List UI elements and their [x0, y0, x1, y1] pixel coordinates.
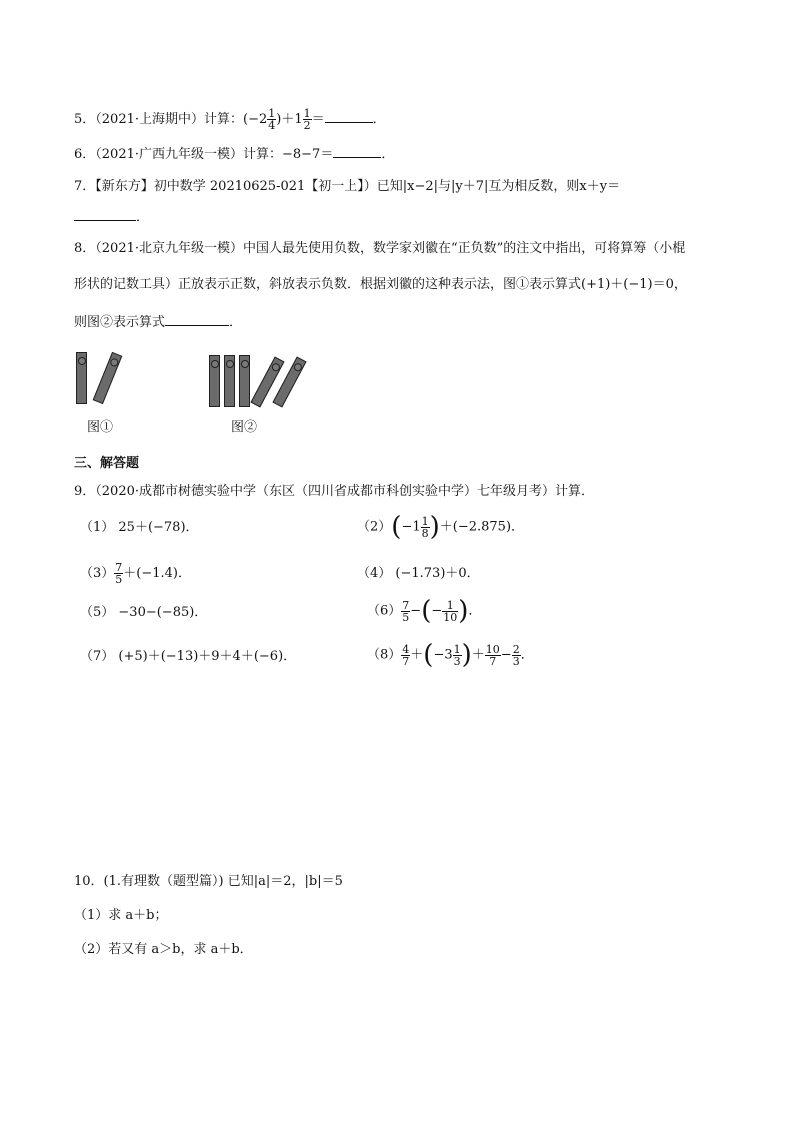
- q9-part-5: （5） −30−(−85)．: [80, 605, 208, 620]
- q10-part-2: （2）若又有 a＞b，求 a＋b．: [74, 942, 253, 957]
- q9-part-4: （4） (−1.73)＋0．: [357, 566, 480, 581]
- q9-part-7: （7） (+5)＋(−13)＋9＋4＋(−6)．: [80, 649, 297, 664]
- q9-part-8: （8） $\frac{4}{7}$ ＋(−3 $\frac{1}{3}$ )＋ $\frac{10}{7}$ − $\frac{2}{3}$ ．: [367, 640, 534, 670]
- question-8-answer-line: [74, 313, 242, 332]
- q7-end: ．: [136, 210, 150, 225]
- q7-text: 7．【新东方】初中数学 20210625-021【初一上】）已知|x−2|与|y＋7|互为相反数，则x＋y＝: [74, 179, 621, 194]
- q8-line1: 8．（2021·北京九年级一模）中国人最先使用负数，数学家刘徽在“正负数”的注文中指出，可将算筹（小棍: [74, 241, 686, 256]
- question-6: [74, 145, 394, 164]
- q9-part-1: （1） 25＋(−78)．: [80, 520, 199, 535]
- q8-line2: 形状的记数工具）正放表示正数，斜放表示负数．根据刘徽的这种表示法，图①表示算式(+1)＋(−1)＝0，: [74, 277, 687, 292]
- upright-stick: [76, 352, 87, 404]
- q5-expr-b: )＋1: [276, 112, 303, 127]
- q10-part-1: （1）求 a＋b；: [74, 908, 168, 923]
- upright-stick: [239, 355, 250, 407]
- upright-stick: [209, 355, 220, 407]
- q6-answer-blank[interactable]: [333, 145, 381, 158]
- q9-part-6: （6） $\frac{7}{5}$ −(− $\frac{1}{10}$ )．: [367, 596, 482, 626]
- slanted-stick: [93, 352, 123, 404]
- q5-eq: ＝: [311, 112, 325, 127]
- q8-line3: 则图②表示算式: [74, 315, 166, 330]
- q5-prefix: 5．（2021·上海期中）计算：: [74, 112, 243, 127]
- q9-part-3: （3） $\frac{7}{5}$ ＋(−1.4)．: [80, 561, 191, 586]
- q9-stem: 9．（2020·成都市树德实验中学（东区（四川省成都市科创实验中学）七年级月考）计算．: [74, 484, 594, 499]
- q5-answer-blank[interactable]: [325, 110, 373, 123]
- question-7-answer-line: [74, 208, 149, 227]
- q8-answer-blank[interactable]: [165, 313, 229, 326]
- q8-end: ．: [229, 315, 243, 330]
- section-heading: 三、解答题: [74, 456, 140, 471]
- figure-1-label: 图①: [87, 420, 114, 435]
- q6-end: ．: [381, 147, 395, 162]
- q5-frac-b: $\frac{1}{2}$: [303, 107, 311, 132]
- q5-frac-a: $\frac{1}{4}$: [268, 107, 276, 132]
- q5-expr-a: (−2: [243, 112, 268, 127]
- q10-stem: 10．(1.有理数（题型篇）) 已知|a|＝2，|b|＝5: [74, 874, 343, 889]
- upright-stick: [224, 355, 235, 407]
- question-5: [74, 108, 386, 131]
- q7-answer-blank[interactable]: [74, 208, 136, 221]
- figure-2-label: 图②: [231, 420, 258, 435]
- q6-text: 6．（2021·广西九年级一模）计算：−8−7＝: [74, 147, 334, 162]
- q5-end: ．: [372, 112, 386, 127]
- q9-part-2: （2）(−1 $\frac{1}{8}$ )＋(−2.875)．: [357, 512, 525, 542]
- question-7: [74, 178, 620, 196]
